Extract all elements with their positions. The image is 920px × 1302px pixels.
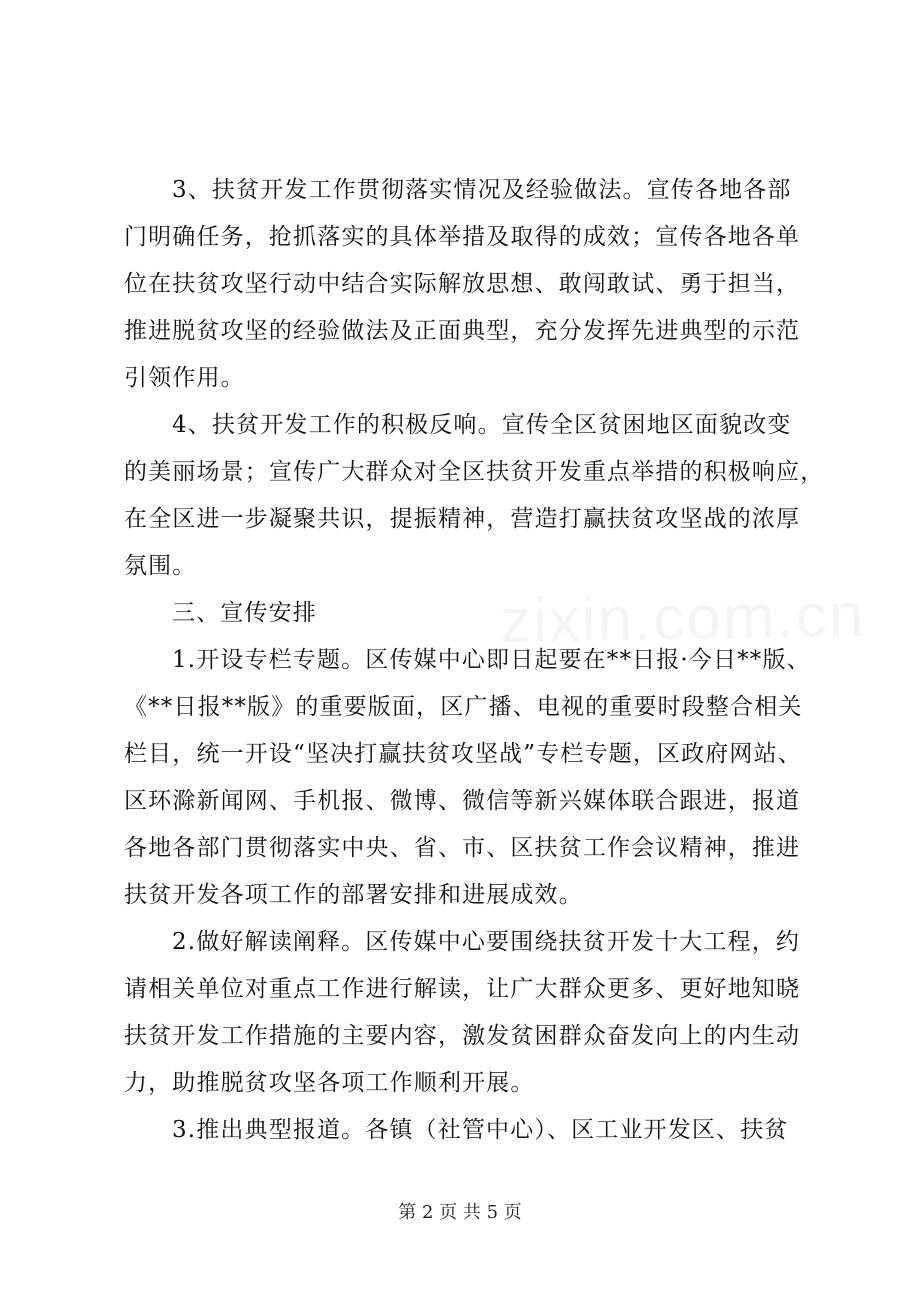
- page-footer: 第 2 页 共 5 页: [398, 1202, 522, 1223]
- paragraph-line: 力，助推脱贫攻坚各项工作顺利开展。: [124, 1070, 535, 1096]
- section-heading: 三、宣传安排: [172, 600, 317, 626]
- paragraph-line: 扶贫开发工作措施的主要内容，激发贫困群众奋发向上的内生动: [124, 1023, 801, 1049]
- paragraph-line: 《**日报**版》的重要版面，区广播、电视的重要时段整合相关: [124, 694, 803, 720]
- paragraph-line: 氛围。: [124, 553, 197, 579]
- paragraph-line: 3.推出典型报道。各镇（社管中心）、区工业开发区、扶贫: [172, 1117, 789, 1143]
- paragraph-line: 2.做好解读阐释。区传媒中心要围绕扶贫开发十大工程，约: [172, 929, 800, 955]
- paragraph-line: 位在扶贫攻坚行动中结合实际解放思想、敢闯敢试、勇于担当，: [124, 271, 801, 297]
- paragraph-line: 推进脱贫攻坚的经验做法及正面典型，充分发挥先进典型的示范: [124, 318, 801, 344]
- paragraph-line: 栏目，统一开设“坚决打赢扶贫攻坚战”专栏专题，区政府网站、: [124, 741, 802, 767]
- paragraph-line: 扶贫开发各项工作的部署安排和进展成效。: [124, 882, 583, 908]
- paragraph-line: 4、扶贫开发工作的积极反响。宣传全区贫困地区面貌改变: [172, 412, 792, 438]
- paragraph-line: 1.开设专栏专题。区传媒中心即日起要在**日报·今日**版、: [172, 647, 811, 673]
- paragraph-line: 区环滁新闻网、手机报、微博、微信等新兴媒体联合跟进，报道: [124, 788, 801, 814]
- paragraph-line: 门明确任务，抢抓落实的具体举措及取得的成效；宣传各地各单: [124, 224, 801, 250]
- paragraph-line: 各地各部门贯彻落实中央、省、市、区扶贫工作会议精神，推进: [124, 835, 801, 861]
- paragraph-line: 的美丽场景；宣传广大群众对全区扶贫开发重点举措的积极响应，: [124, 459, 825, 485]
- paragraph-line: 引领作用。: [124, 365, 245, 391]
- paragraph-line: 在全区进一步凝聚共识，提振精神，营造打赢扶贫攻坚战的浓厚: [124, 506, 801, 532]
- paragraph-line: 请相关单位对重点工作进行解读，让广大群众更多、更好地知晓: [124, 976, 801, 1002]
- paragraph-line: 3、扶贫开发工作贯彻落实情况及经验做法。宣传各地各部: [172, 177, 792, 203]
